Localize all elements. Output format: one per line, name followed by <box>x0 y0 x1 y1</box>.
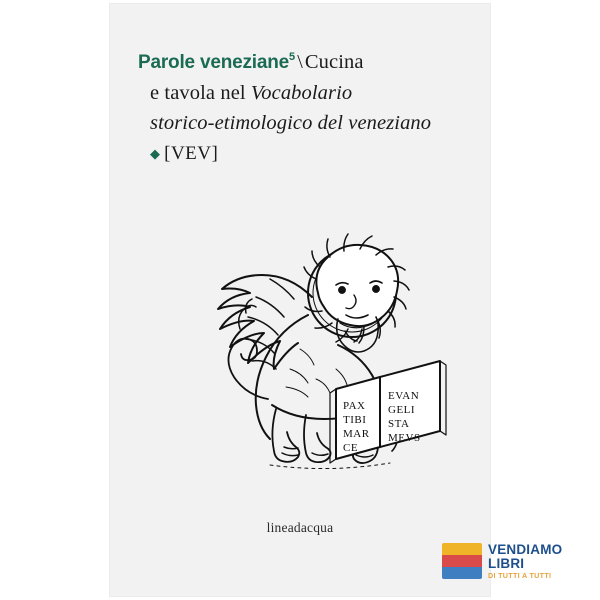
bullet-icon: ◆ <box>150 146 161 162</box>
title-line-3 <box>150 108 468 138</box>
acronym-big: V <box>170 142 186 164</box>
title-line-1 <box>138 42 468 78</box>
title-separator: \ <box>297 50 303 73</box>
vendiamolibri-badge[interactable] <box>442 538 592 584</box>
book-text-right-2: GELI <box>388 404 416 416</box>
book-text-left-4: CE <box>343 442 359 454</box>
winged-lion-illustration <box>140 219 462 499</box>
acronym-open: [ <box>164 142 171 164</box>
book-text-right-3: STA <box>388 418 410 430</box>
title-line-2-italic: Vocabolario <box>250 81 353 104</box>
winged-lion-icon <box>140 219 462 499</box>
title-line-2 <box>150 78 468 108</box>
title-line-4 <box>150 138 468 169</box>
badge-line-1: VENDIAMO <box>488 542 563 558</box>
title-line-1-rest: Cucina <box>304 50 364 73</box>
cover-title-block <box>138 42 468 169</box>
series-number: 5 <box>289 51 296 63</box>
title-line-2-plain: e tavola nel <box>150 81 251 104</box>
book-text-left-2: TIBI <box>343 414 367 426</box>
acronym-close: ] <box>211 142 219 164</box>
acronym-small: EV <box>185 142 212 164</box>
book-text-right-4: MEVS <box>388 432 421 444</box>
book-cover <box>110 4 490 596</box>
publisher-name: lineadacqua <box>266 520 334 535</box>
book-text-left-1: PAX <box>343 400 366 412</box>
badge-line-2: LIBRI <box>488 555 525 571</box>
badge-text-block <box>488 543 562 579</box>
title-line-3-italic: storico-etimologico del veneziano <box>150 111 432 134</box>
book-text-left-3: MAR <box>343 428 370 440</box>
series-name: Parole veneziane <box>138 51 289 73</box>
book-text-right-1: EVAN <box>388 390 420 402</box>
badge-line-3: DI TUTTI A TUTTI <box>488 570 552 580</box>
badge-color-swatch <box>442 543 482 579</box>
